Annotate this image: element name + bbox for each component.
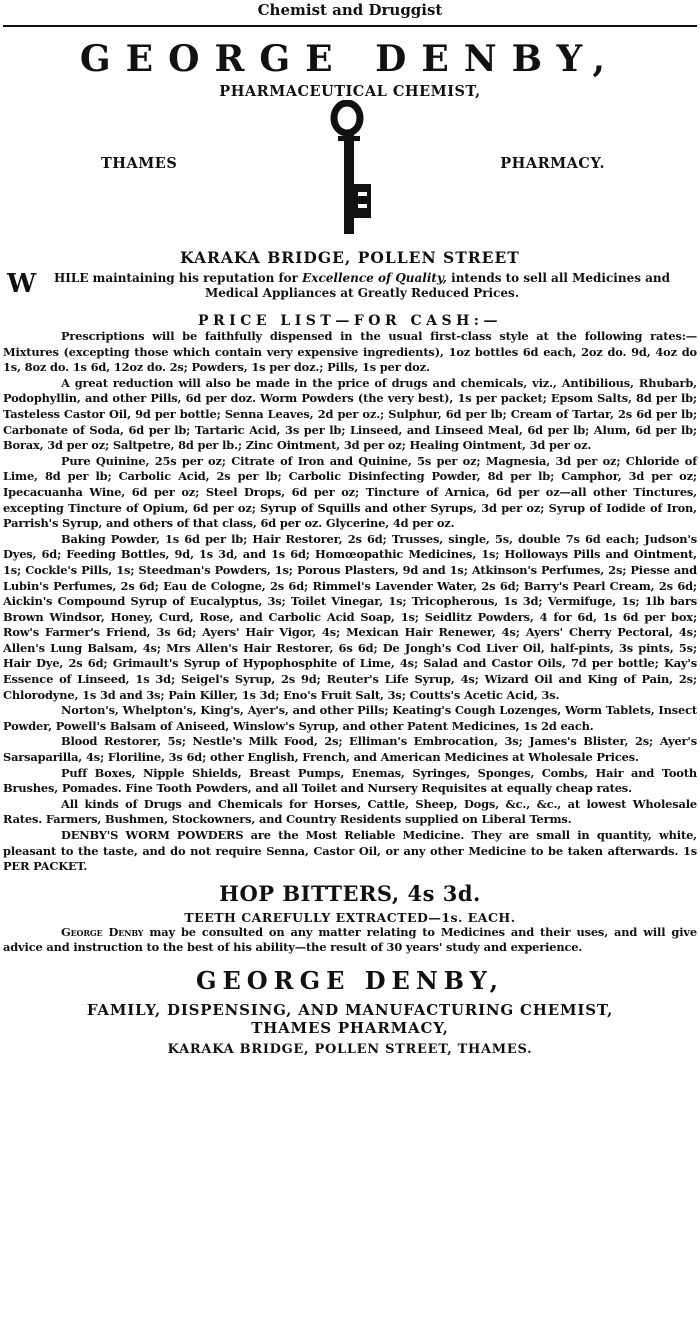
intro-text-italic: Excellence of Quality, (302, 271, 447, 285)
footer-address: KARAKA BRIDGE, POLLEN STREET, THAMES. (167, 1041, 533, 1057)
proprietor-title: PHARMACEUTICAL CHEMIST, (219, 83, 481, 100)
price-paragraph: A great reduction will also be made in the price of drugs and chemicals, viz., Antibilious, Rhubarb, Podophyllin, and other Pills, 6d per doz. Worm Powders (the very best), 1s per packet; Epsom Salts, 8d per lb; Tasteless Castor Oil, 9d per bottle; Senna Leaves, 2d per oz.; Sulphur, 6d per lb; Cream of Tartar, 2s 6d per lb; Carbonate of Soda, 6d per lb; Tartaric Acid, 3s per lb; Linseed, and Linseed Meal, 6d per lb; Alum, 6d per lb; Borax, 3d per oz; Saltpetre, 8d per lb.; Zinc Ointment, 3d per oz; Healing Ointment, 3d per oz. (3, 375, 697, 453)
price-paragraph: Norton's, Whelpton's, King's, Ayer's, and other Pills; Keating's Cough Lozenges, Worm Tablets, Insect Powder, Powell's Balsam of Aniseed, Winslow's Syrup, and other Patent Medicines, 1s 2d each. (3, 703, 697, 733)
price-list-heading: PRICE LIST—FOR CASH:— (198, 313, 502, 329)
emblem-right-label: PHARMACY. (500, 155, 605, 172)
section-header: Chemist and Druggist (257, 1, 443, 19)
price-paragraph: Prescriptions will be faithfully dispensed in the usual first-class style at the following rates:—Mixtures (excepting those which contain very expensive ingredients), 1oz bottles 6d each, 2oz do. 9d, 4oz do 1s, 8oz do. 1s 6d, 12oz do. 2s; Powders, 1s per doz.; Pills, 1s per doz. (3, 329, 697, 375)
price-paragraph: All kinds of Drugs and Chemicals for Horses, Cattle, Sheep, Dogs, &c., &c., at lowest Wholesale Rates. Farmers, Bushmen, Stockowners, and Country Residents supplied on Liberal Terms. (3, 796, 697, 827)
street-address: KARAKA BRIDGE, POLLEN STREET (180, 248, 520, 267)
consult-text: may be consulted on any matter relating to Medicines and their uses, and will give advice and instruction to the best of his ability—the result of 30 years' study and experience. (3, 924, 697, 955)
hop-bitters-line: HOP BITTERS, 4s 3d. (219, 880, 481, 906)
emblem-row (3, 100, 697, 240)
price-paragraph: Blood Restorer, 5s; Nestle's Milk Food, 2s; Elliman's Embrocation, 3s; James's Blister, 2s; Ayer's Sarsaparilla, 4s; Floriline, 3s 6d; other English, French, and American Medicines at Wholesale Prices. (3, 734, 697, 765)
price-paragraph: Puff Boxes, Nipple Shields, Breast Pumps, Enemas, Syringes, Sponges, Combs, Hair and Tooth Brushes, Pomades. Fine Tooth Powders, and all Toilet and Nursery Requisites at equally cheap rates. (3, 765, 697, 796)
consult-name: George Denby (61, 924, 144, 939)
footer-line-1: FAMILY, DISPENSING, AND MANUFACTURING CHEMIST, (86, 1000, 614, 1019)
key-icon (329, 100, 379, 244)
intro-text-b: intends to sell all Medicines and Medical Appliances at Greatly Reduced Prices. (204, 271, 671, 300)
proprietor-name: GEORGE DENBY, (79, 38, 621, 80)
intro-paragraph (3, 271, 697, 301)
consult-paragraph (3, 925, 697, 956)
teeth-extraction-line: TEETH CAREFULLY EXTRACTED—1s. EACH. (184, 909, 516, 925)
price-paragraph: Pure Quinine, 25s per oz; Citrate of Iron and Quinine, 5s per oz; Magnesia, 3d per oz; Chloride of Lime, 8d per lb; Carbolic Acid, 2s per lb; Carbolic Disinfecting Powder, 8d per lb; Camphor, 3d per oz; Ipecacuanha Wine, 6d per oz; Steel Drops, 6d per oz; Tincture of Arnica, 6d per oz—all other Tinctures, excepting Tincture of Opium, 6d per oz; Syrup of Squills and other Syrups, 3d per oz; Syrup of Iodide of Iron, Parrish's Syrup, and others of that class, 6d per oz. Glycerine, 4d per oz. (3, 453, 697, 531)
worm-powders-paragraph: DENBY'S WORM POWDERS are the Most Reliable Medicine. They are small in quantity, white, pleasant to the taste, and do not require Senna, Castor Oil, or any other Medicine to be taken afterwards. 1s PER PACKET. (3, 828, 697, 874)
price-list-body (3, 329, 697, 875)
price-paragraph: Baking Powder, 1s 6d per lb; Hair Restorer, 2s 6d; Trusses, single, 5s, double 7s 6d each; Judson's Dyes, 6d; Feeding Bottles, 9d, 1s 3d, and 1s 6d; Homœopathic Medicines, 1s; Holloways Pills and Ointment, 1s; Cockle's Pills, 1s; Steedman's Powders, 1s; Porous Plasters, 9d and 1s; Atkinson's Perfumes, 2s; Piesse and Lubin's Perfumes, 2s 6d; Eau de Cologne, 2s 6d; Rimmel's Lavender Water, 2s 6d; Barry's Pearl Cream, 2s 6d; Aickin's Compound Syrup of Eucalyptus, 3s; Toilet Vinegar, 1s; Tricopherous, 1s 3d; Vermifuge, 1s; 1lb bars Brown Windsor, Honey, Curd, Rose, and Carbolic Acid Soap, 1s; Seidlitz Powders, 4 for 6d, 1s 6d per box; Row's Farmer's Friend, 3s 6d; Ayers' Hair Vigor, 4s; Mexican Hair Renewer, 4s; Ayers' Cherry Pectoral, 4s; Allen's Lung Balsam, 4s; Mrs Allen's Hair Restorer, 6s 6d; De Jongh's Cod Liver Oil, half-pints, 3s pints, 5s; Hair Dye, 2s 6d; Grimault's Syrup of Hypophosphite of Lime, 4s; Salad and Castor Oils, 7d per bottle; Kay's Essence of Linseed, 1s 3d; Seigel's Syrup, 2s 9d; Reuter's Life Syrup, 4s; Wizard Oil and King of Pain, 2s; Chlorodyne, 1s 3d and 3s; Pain Killer, 1s 3d; Eno's Fruit Salt, 3s; Coutts's Acetic Acid, 3s. (3, 531, 697, 702)
footer-name: GEORGE DENBY, (195, 965, 505, 995)
emblem-left-label: THAMES (101, 155, 178, 172)
header-rule (3, 25, 697, 27)
intro-text-a: HILE maintaining his reputation for (53, 271, 303, 285)
footer-line-2: THAMES PHARMACY, (251, 1018, 449, 1037)
drop-cap: W (7, 269, 37, 299)
